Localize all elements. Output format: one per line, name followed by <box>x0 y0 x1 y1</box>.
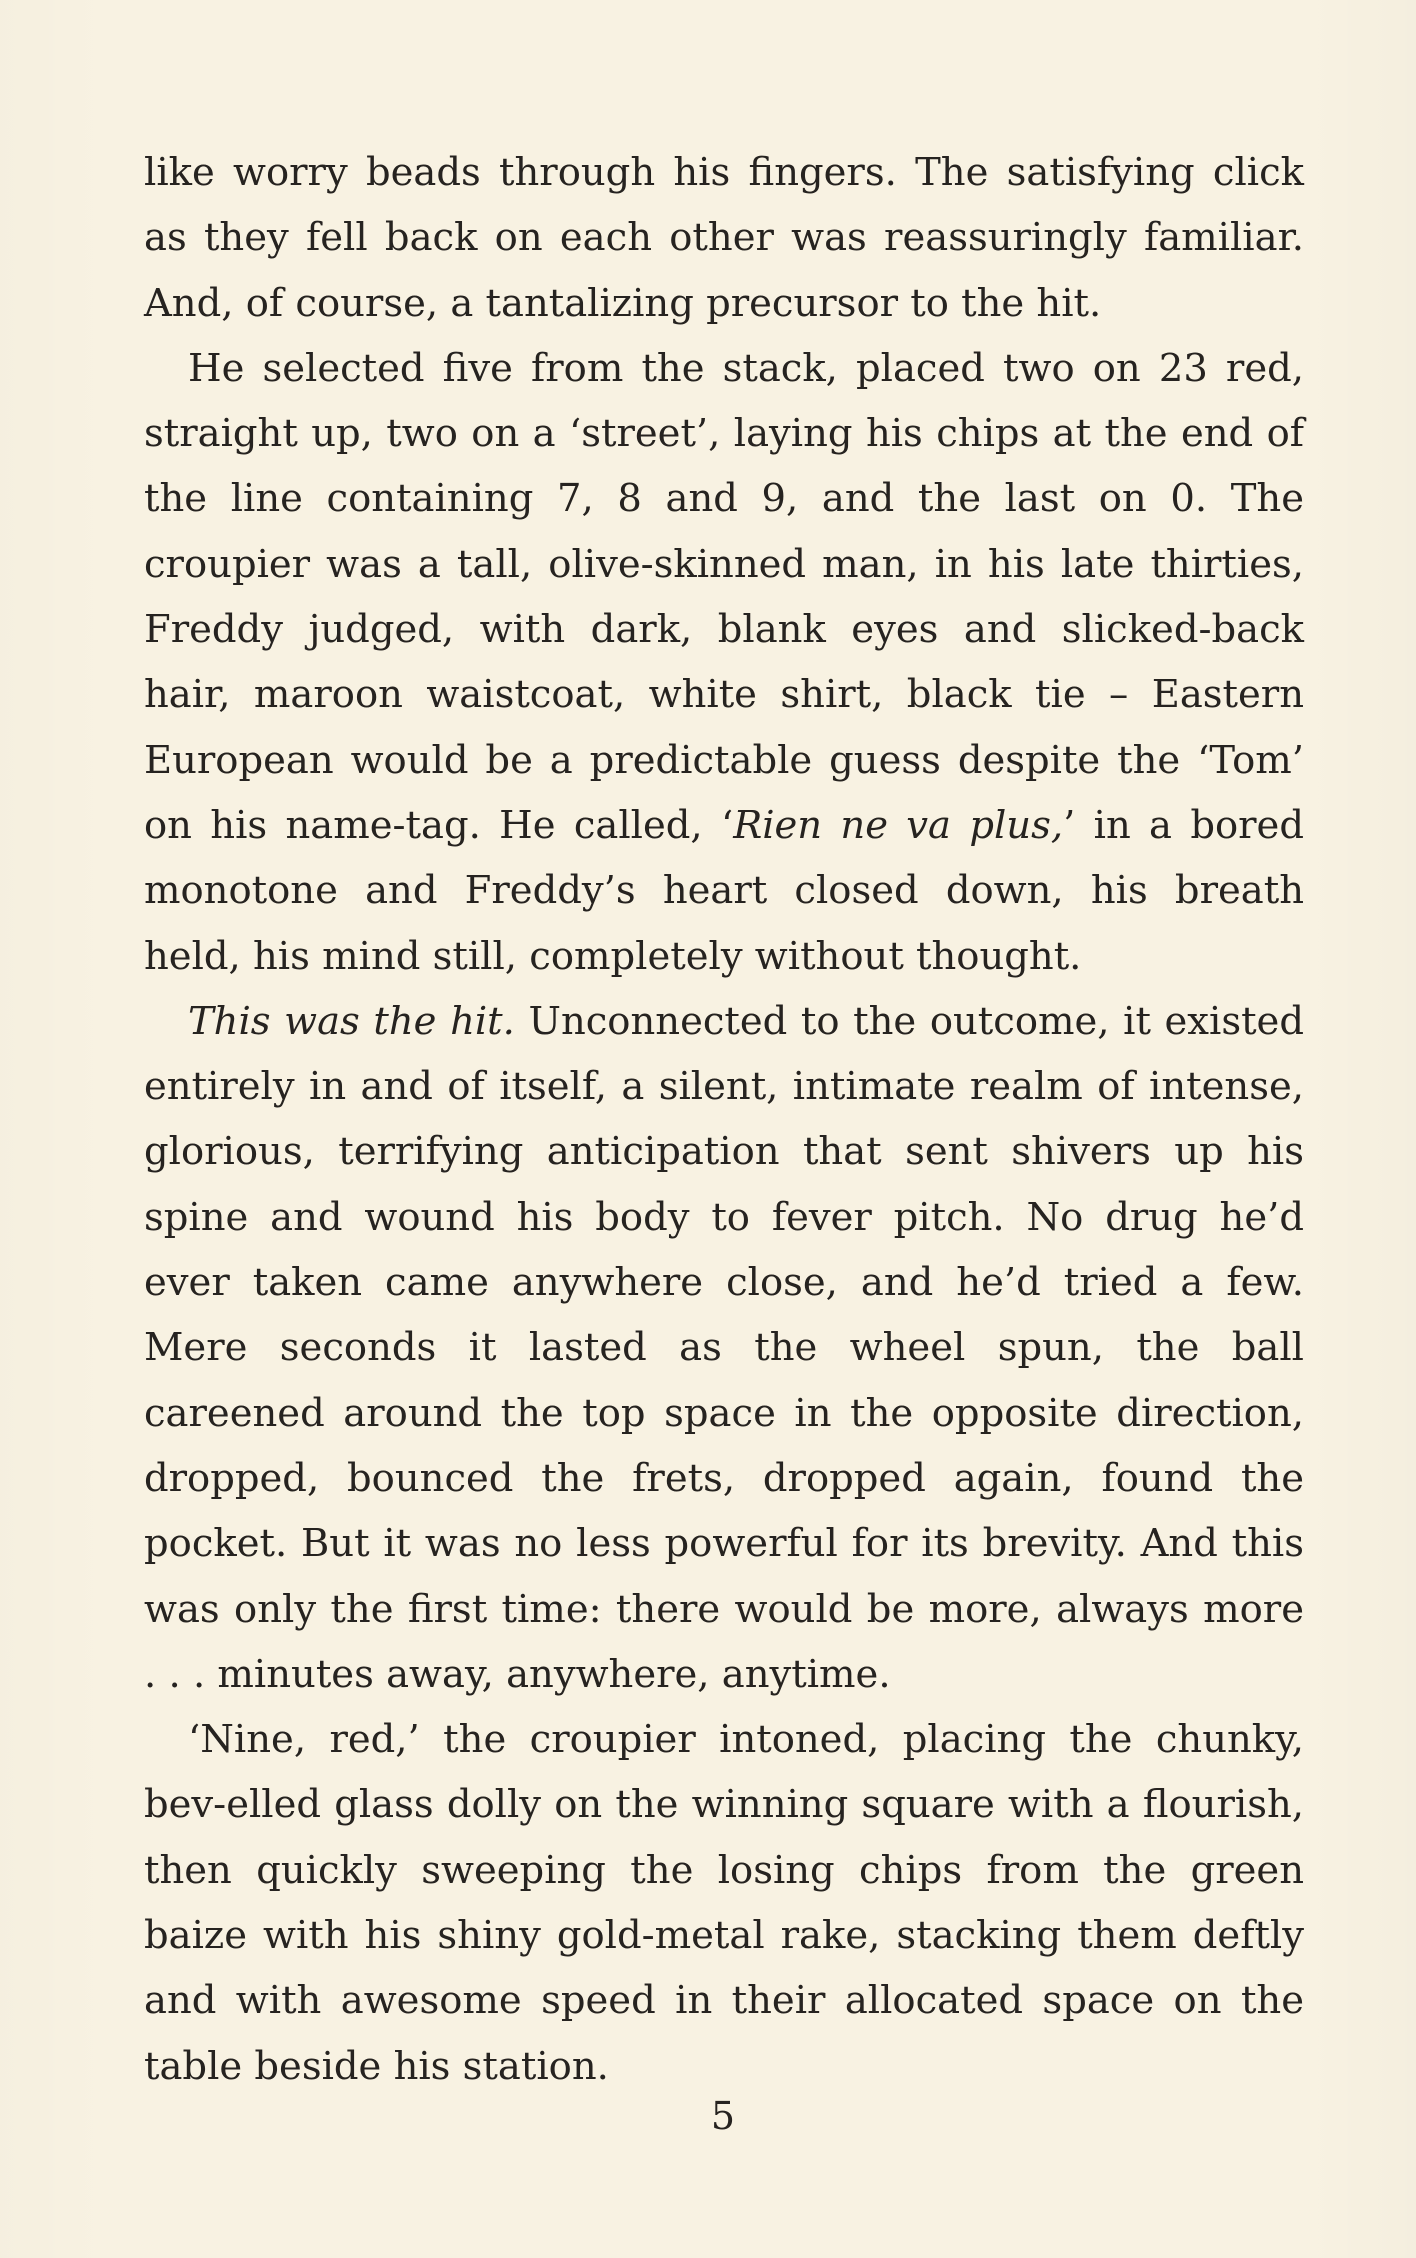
paragraph-3-italic-phrase: This was the hit. <box>188 998 515 1044</box>
paragraph-2 <box>144 336 1304 989</box>
paragraph-1: like worry beads through his fingers. The satisfying click as they fell back on each other was reassuringly familiar. And, of course, a tantalizing precursor to the hit. <box>144 150 1304 326</box>
paragraph-3-text: Unconnected to the outcome, it existed entirely in and of itself, a silent, intimate realm of intense, glorious, terrifying anticipation that sent shivers up his spine and wound his body to fever pitch. No drug he’d ever taken came anywhere close, and he’d tried a few. Mere seconds it lasted as the wheel spun, the ball careened around the top space in the opposite direction, dropped, bounced the frets, dropped again, found the pocket. But it was no less powerful for its brevity. And this was only the first time: there would be more, always more . . . minutes away, anywhere, anytime. <box>144 998 1304 1697</box>
page-number: 5 <box>710 2094 736 2138</box>
paragraph-2-text: He selected five from the stack, placed two on 23 red, straight up, two on a ‘street’, laying his chips at the end of the line containing 7, 8 and 9, and the last on 0. The croupier was a tall, olive-skinned man, in his late thirties, Freddy judged, with dark, blank eyes and slicked-back hair, maroon waistcoat, white shirt, black tie – Eastern European would be a predictable guess despite the ‘Tom’ on his name-tag. He called, ‘ <box>144 345 1304 848</box>
body-text <box>144 140 1304 2099</box>
paragraph-2-italic-phrase: Rien ne va plus, <box>733 802 1064 848</box>
paragraph-4: ‘Nine, red,’ the croupier intoned, placing the chunky, bev-elled glass dolly on the winning square with a flourish, then quickly sweeping the losing chips from the green baize with his shiny gold-metal rake, stacking them deftly and with awesome speed in their allocated space on the table beside his station. <box>144 1717 1304 2089</box>
paragraph-3 <box>144 989 1304 1707</box>
paragraph-2-text-continued: ’ in a bored monotone and Freddy’s heart closed down, his breath held, his mind still, completely without thought. <box>144 802 1304 979</box>
